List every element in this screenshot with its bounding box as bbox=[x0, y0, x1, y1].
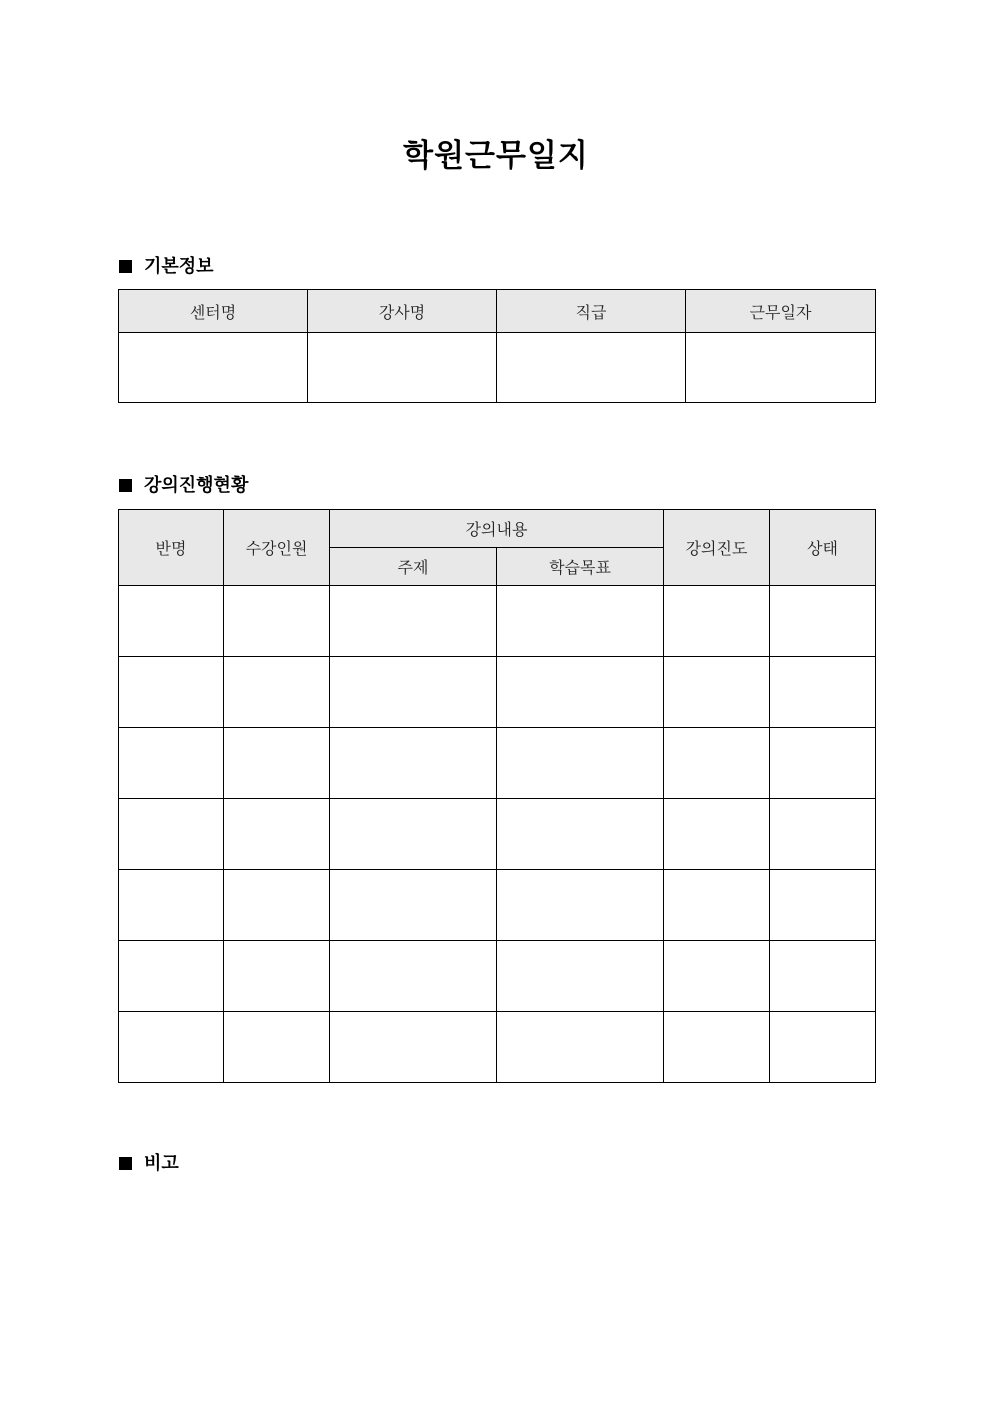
learning-goal-cell[interactable] bbox=[497, 799, 664, 870]
table-row bbox=[119, 728, 876, 799]
column-header-work-date: 근무일자 bbox=[686, 290, 876, 333]
class-name-cell[interactable] bbox=[119, 799, 224, 870]
progress-cell[interactable] bbox=[664, 657, 770, 728]
status-cell[interactable] bbox=[770, 1012, 876, 1083]
section-heading-label: 기본정보 bbox=[144, 256, 214, 277]
column-header-class-name: 반명 bbox=[119, 510, 224, 586]
class-name-cell[interactable] bbox=[119, 657, 224, 728]
section-heading-remarks bbox=[119, 1150, 179, 1174]
enrollment-cell[interactable] bbox=[224, 728, 330, 799]
table-row bbox=[119, 941, 876, 1012]
learning-goal-cell[interactable] bbox=[497, 728, 664, 799]
section-heading-label: 비고 bbox=[144, 1153, 179, 1174]
progress-cell[interactable] bbox=[664, 799, 770, 870]
enrollment-cell[interactable] bbox=[224, 870, 330, 941]
topic-cell[interactable] bbox=[330, 728, 497, 799]
column-header-center-name: 센터명 bbox=[119, 290, 308, 333]
column-header-learning-goal: 학습목표 bbox=[497, 548, 664, 586]
table-row bbox=[119, 657, 876, 728]
topic-cell[interactable] bbox=[330, 657, 497, 728]
enrollment-cell[interactable] bbox=[224, 657, 330, 728]
class-name-cell[interactable] bbox=[119, 728, 224, 799]
column-header-topic: 주제 bbox=[330, 548, 497, 586]
status-cell[interactable] bbox=[770, 799, 876, 870]
class-name-cell[interactable] bbox=[119, 586, 224, 657]
column-header-lecture-content: 강의내용 bbox=[330, 510, 664, 548]
table-row bbox=[119, 586, 876, 657]
table-header-row bbox=[119, 290, 876, 333]
progress-cell[interactable] bbox=[664, 1012, 770, 1083]
learning-goal-cell[interactable] bbox=[497, 870, 664, 941]
progress-cell[interactable] bbox=[664, 586, 770, 657]
table-header-row bbox=[119, 510, 876, 548]
square-bullet-icon bbox=[119, 1157, 132, 1170]
class-name-cell[interactable] bbox=[119, 1012, 224, 1083]
progress-cell[interactable] bbox=[664, 941, 770, 1012]
work-date-cell[interactable] bbox=[686, 333, 876, 403]
learning-goal-cell[interactable] bbox=[497, 657, 664, 728]
instructor-name-cell[interactable] bbox=[308, 333, 497, 403]
lecture-table-body bbox=[119, 586, 876, 1083]
progress-cell[interactable] bbox=[664, 728, 770, 799]
square-bullet-icon bbox=[119, 260, 132, 273]
table-row bbox=[119, 870, 876, 941]
basic-info-table bbox=[118, 289, 876, 403]
table-row bbox=[119, 799, 876, 870]
lecture-progress-table bbox=[118, 509, 876, 1083]
position-cell[interactable] bbox=[497, 333, 686, 403]
column-header-progress: 강의진도 bbox=[664, 510, 770, 586]
section-heading-label: 강의진행현황 bbox=[144, 475, 249, 496]
center-name-cell[interactable] bbox=[119, 333, 308, 403]
class-name-cell[interactable] bbox=[119, 941, 224, 1012]
status-cell[interactable] bbox=[770, 657, 876, 728]
table-row bbox=[119, 1012, 876, 1083]
status-cell[interactable] bbox=[770, 728, 876, 799]
topic-cell[interactable] bbox=[330, 870, 497, 941]
topic-cell[interactable] bbox=[330, 941, 497, 1012]
topic-cell[interactable] bbox=[330, 586, 497, 657]
column-header-position: 직급 bbox=[497, 290, 686, 333]
document-title: 학원근무일지 bbox=[403, 138, 589, 174]
square-bullet-icon bbox=[119, 479, 132, 492]
topic-cell[interactable] bbox=[330, 1012, 497, 1083]
table-row bbox=[119, 333, 876, 403]
class-name-cell[interactable] bbox=[119, 870, 224, 941]
learning-goal-cell[interactable] bbox=[497, 1012, 664, 1083]
status-cell[interactable] bbox=[770, 870, 876, 941]
section-heading-basic-info bbox=[119, 253, 214, 277]
column-header-enrollment: 수강인원 bbox=[224, 510, 330, 586]
status-cell[interactable] bbox=[770, 586, 876, 657]
learning-goal-cell[interactable] bbox=[497, 586, 664, 657]
enrollment-cell[interactable] bbox=[224, 799, 330, 870]
enrollment-cell[interactable] bbox=[224, 1012, 330, 1083]
column-header-status: 상태 bbox=[770, 510, 876, 586]
section-heading-lecture-progress bbox=[119, 472, 248, 496]
enrollment-cell[interactable] bbox=[224, 586, 330, 657]
status-cell[interactable] bbox=[770, 941, 876, 1012]
learning-goal-cell[interactable] bbox=[497, 941, 664, 1012]
progress-cell[interactable] bbox=[664, 870, 770, 941]
topic-cell[interactable] bbox=[330, 799, 497, 870]
enrollment-cell[interactable] bbox=[224, 941, 330, 1012]
column-header-instructor-name: 강사명 bbox=[308, 290, 497, 333]
